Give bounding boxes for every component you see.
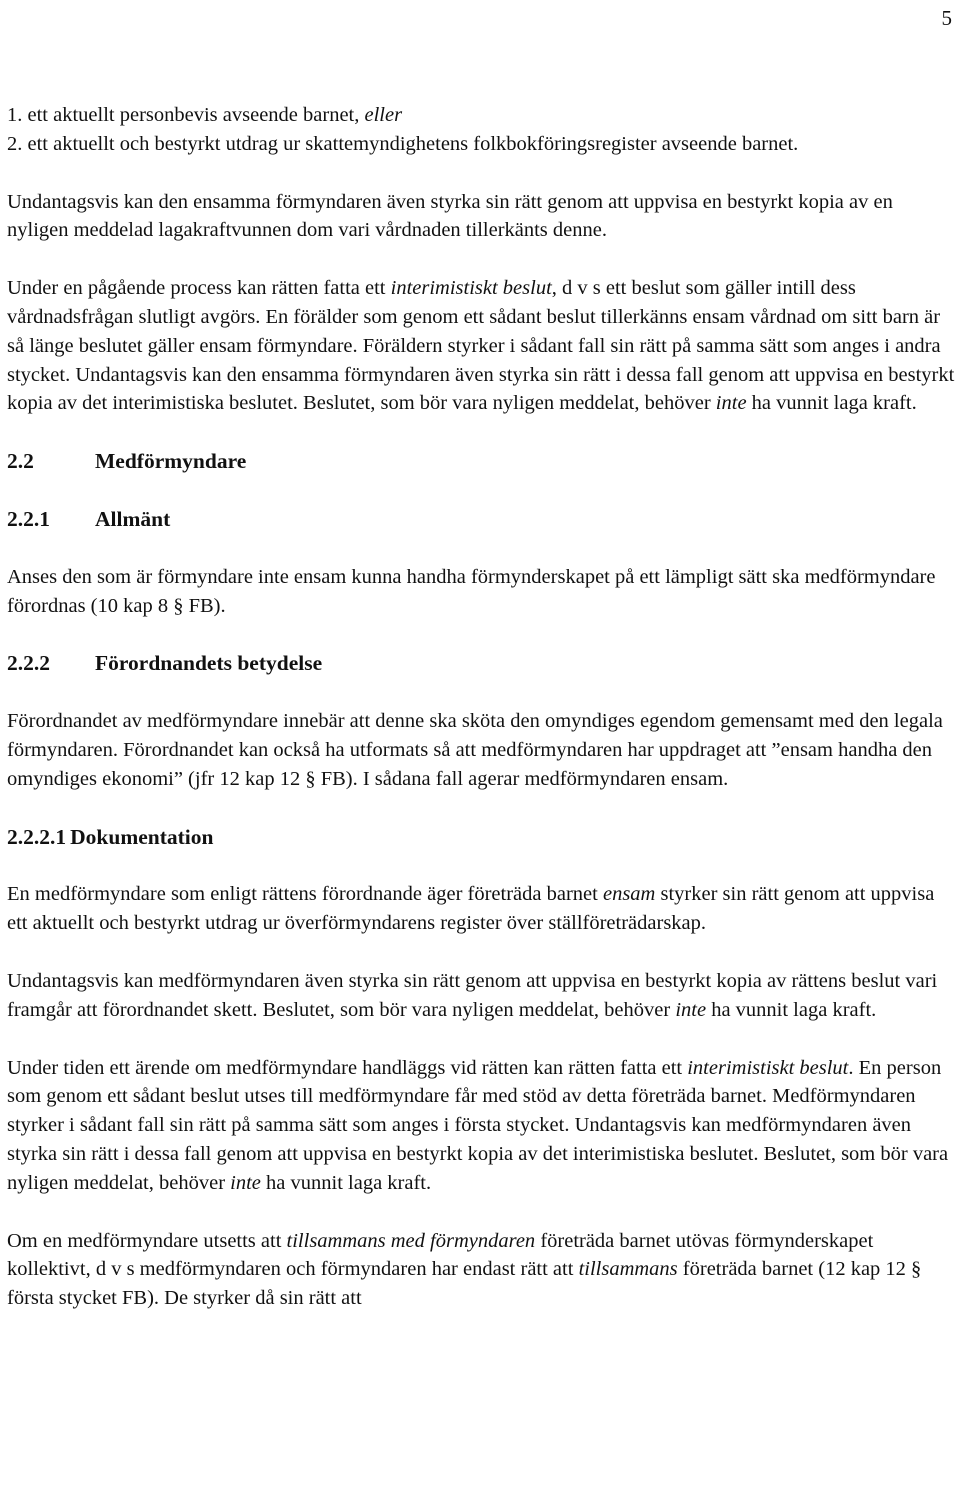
section-heading: 2.2.1 Allmänt: [7, 506, 171, 531]
section-heading: 2.2.2 Förordnandets betydelse: [7, 651, 323, 676]
list-item: 1. ett aktuellt personbevis avseende barnet, eller: [7, 104, 403, 126]
section-heading: 2.2 Medförmyndare: [7, 449, 247, 474]
section-heading: 2.2.2.1 Dokumentation: [7, 824, 214, 849]
page-number: 5: [941, 6, 952, 30]
paragraph: Under en pågående process kan rätten fatta ett interimistiskt beslut, d v s ett beslut som gäller intill dess vårdnadsfrågan slutligt avgörs. En förälder som genom ett sådant beslut tillerkänns ensam vårdnad om sitt barn är så länge beslutet gäller ensam förmyndare. Föräldern styrker i sådant fall sin rätt på samma sätt som anges i andra stycket. Undantagsvis kan den ensamma förmyndaren även styrka sin rätt i dessa fall genom att uppvisa en bestyrkt kopia av det interimistiska beslutet. Beslutet, som bör vara nyligen meddelat, behöver inte ha vunnit laga kraft.: [7, 277, 955, 415]
document-body: [7, 101, 955, 1313]
paragraph: Om en medförmyndare utsetts att tillsammans med förmyndaren företräda barnet utövas förmynderskapet kollektivt, d v s medförmyndaren och förmyndaren har endast rätt att tillsammans företräda barnet (12 kap 12 § första stycket FB). De styrker då sin rätt att: [7, 1229, 922, 1310]
paragraph: Undantagsvis kan medförmyndaren även styrka sin rätt genom att uppvisa en bestyrkt kopia av rättens beslut vari framgår att förordnandet skett. Beslutet, som bör vara nyligen meddelat, behöver inte ha vunnit laga kraft.: [7, 969, 938, 1021]
paragraph: Undantagsvis kan den ensamma förmyndaren även styrka sin rätt genom att uppvisa en bestyrkt kopia av en nyligen meddelad lagakraftvunnen dom vari vårdnaden tillerkänts denne.: [7, 190, 893, 242]
paragraph: Anses den som är förmyndare inte ensam kunna handha förmynderskapet på ett lämpligt sätt ska medförmyndare förordnas (10 kap 8 § FB).: [7, 565, 936, 617]
paragraph: Förordnandet av medförmyndare innebär att denne ska sköta den omyndiges egendom gemensamt med den legala förmyndaren. Förordnandet kan också ha utformats så att medförmyndaren har uppdraget att ”ensam handha den omyndiges ekonomi” (jfr 12 kap 12 § FB). I sådana fall agerar medförmyndaren ensam.: [7, 710, 943, 790]
paragraph: En medförmyndare som enligt rättens förordnande äger företräda barnet ensam styrker sin rätt genom att uppvisa ett aktuellt och bestyrkt utdrag ur överförmyndarens register över ställföreträdarskap.: [7, 883, 935, 935]
paragraph: Under tiden ett ärende om medförmyndare handläggs vid rätten kan rätten fatta ett interimistiskt beslut. En person som genom ett sådant beslut utses till medförmyndare får med stöd av detta företräda barnet. Medförmyndaren styrker i sådant fall sin rätt på samma sätt som anges i första stycket. Undantagsvis kan medförmyndaren även styrka sin rätt i dessa fall genom att uppvisa en bestyrkt kopia av det interimistiska beslutet. Beslutet, som bör vara nyligen meddelat, behöver inte ha vunnit laga kraft.: [7, 1056, 949, 1194]
list-item: 2. ett aktuellt och bestyrkt utdrag ur skattemyndighetens folkbokföringsregister avseende barnet.: [7, 132, 799, 155]
requirements-list: [7, 101, 955, 159]
